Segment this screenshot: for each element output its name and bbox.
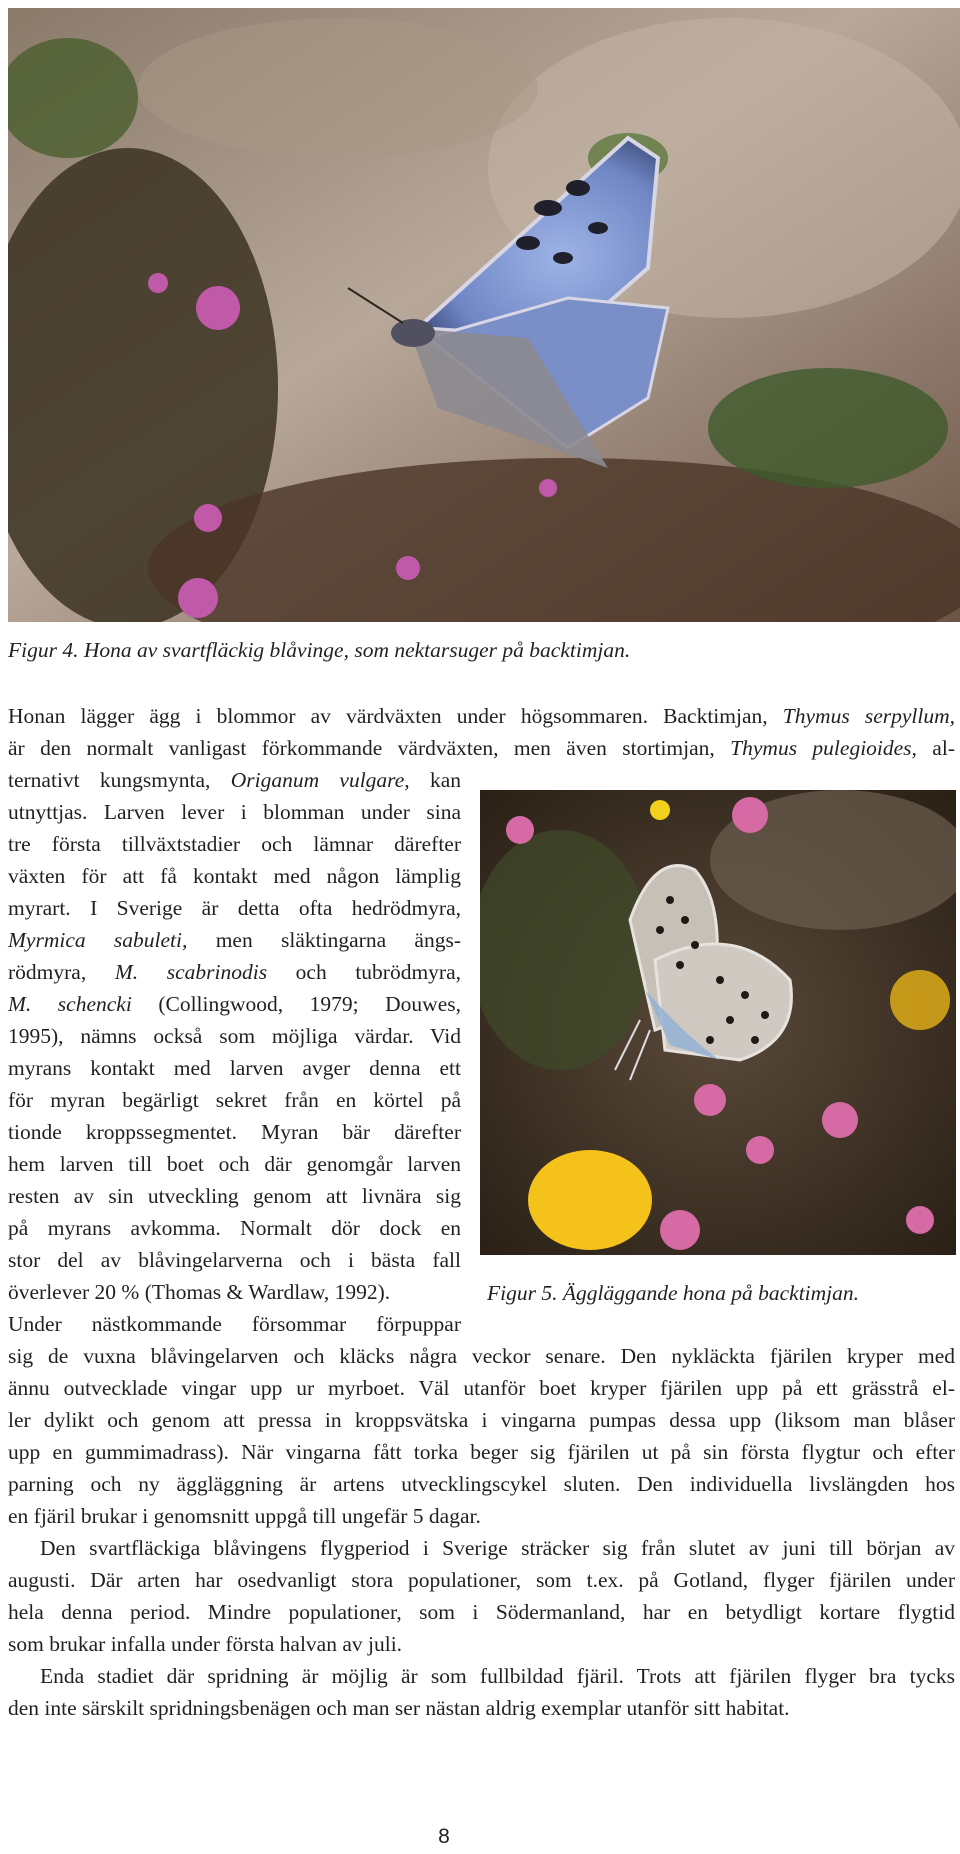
text-line: sig de vuxna blåvingelarven och kläcks några veckor senare. Den nykläckta fjärilen kryper med xyxy=(8,1344,955,1368)
text-line: som brukar infalla under första halvan av juli. xyxy=(8,1632,403,1656)
text-line: hem larven till boet och där genomgår larven xyxy=(8,1152,461,1176)
figure-5-caption: Figur 5. Äggläggande hona på backtimjan. xyxy=(487,1281,860,1305)
page-number: 8 xyxy=(438,1825,450,1848)
text-line: Honan lägger ägg i blommor av värdväxten under högsommaren. Backtimjan, Thymus serpyllum, xyxy=(8,704,956,728)
text-line: för myran begärligt sekret från en körtel på xyxy=(8,1088,461,1112)
figure-4-caption: Figur 4. Hona av svartfläckig blåvinge, som nektarsuger på backtimjan. xyxy=(8,638,631,662)
butterfly-nectaring-image xyxy=(8,8,960,622)
text-line: tionde kroppssegmentet. Myran bär därefter xyxy=(8,1120,461,1144)
text-line: resten av sin utveckling genom att livnära sig xyxy=(8,1184,461,1208)
text-line: Myrmica sabuleti, men släktingarna ängs- xyxy=(8,928,461,952)
text-line: är den normalt vanligast förkommande värdväxten, men även stortimjan, Thymus pulegioides, al- xyxy=(8,736,955,760)
text-line: ännu outvecklade vingar upp ur myrboet. Väl utanför boet kryper fjärilen upp på ett grässtrå el- xyxy=(8,1376,955,1400)
text-line: myrans kontakt med larven avger denna ett xyxy=(8,1056,461,1080)
text-line: växten för att få kontakt med någon lämplig xyxy=(8,864,461,888)
text-line: Enda stadiet där spridning är möjlig är som fullbildad fjäril. Trots att fjärilen flyger bra tycks xyxy=(40,1664,955,1688)
text-line: rödmyra, M. scabrinodis och tubrödmyra, xyxy=(8,960,461,984)
text-line: tre första tillväxtstadier och lämnar därefter xyxy=(8,832,461,856)
text-line: ler dylikt och genom att pressa in kroppsvätska i vingarna pumpas dessa upp (liksom man blåser xyxy=(8,1408,955,1432)
text-line: en fjäril brukar i genomsnitt uppgå till ungefär 5 dagar. xyxy=(8,1504,481,1528)
text-line: Under nästkommande försommar förpuppar xyxy=(8,1312,461,1336)
text-line: M. schencki (Collingwood, 1979; Douwes, xyxy=(8,992,461,1016)
figure-4-photo xyxy=(8,8,960,622)
text-line: överlever 20 % (Thomas & Wardlaw, 1992). xyxy=(8,1280,391,1304)
butterfly-egg-laying-image xyxy=(480,790,956,1255)
text-line: hela denna period. Mindre populationer, som i Södermanland, har en betydligt kortare flygtid xyxy=(8,1600,955,1624)
text-line: på myrans avkomma. Normalt dör dock en xyxy=(8,1216,461,1240)
text-line: myrart. I Sverige är detta ofta hedrödmyra, xyxy=(8,896,461,920)
figure-5-photo xyxy=(480,790,956,1255)
text-line: stor del av blåvingelarverna och i bästa fall xyxy=(8,1248,461,1272)
text-line: upp en gummimadrass). När vingarna fått torka beger sig fjärilen ut på sin första flygtur och efter xyxy=(8,1440,955,1464)
text-line: Den svartfläckiga blåvingens flygperiod i Sverige sträcker sig från slutet av juni till början av xyxy=(40,1536,955,1560)
text-line: ternativt kungsmynta, Origanum vulgare, kan xyxy=(8,768,462,792)
text-line: den inte särskilt spridningsbenägen och man ser nästan aldrig exemplar utanför sitt habitat. xyxy=(8,1696,790,1720)
text-line: 1995), nämns också som möjliga värdar. Vid xyxy=(8,1024,461,1048)
text-line: parning och ny äggläggning är artens utvecklingscykel sluten. Den individuella livslängden hos xyxy=(8,1472,955,1496)
text-line: utnyttjas. Larven lever i blomman under sina xyxy=(8,800,461,824)
text-line: augusti. Där arten har osedvanligt stora populationer, som t.ex. på Gotland, flyger fjärilen under xyxy=(8,1568,955,1592)
